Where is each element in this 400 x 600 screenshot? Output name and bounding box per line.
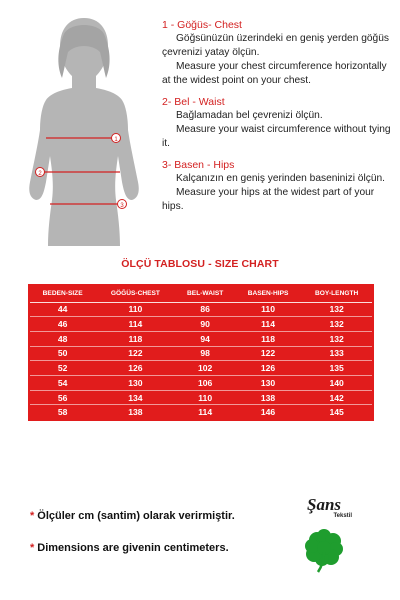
silhouette-icon <box>20 14 148 246</box>
marker-1-label: 1 <box>114 137 118 143</box>
table-cell: 114 <box>198 407 213 418</box>
size-chart <box>28 284 374 421</box>
hips-text-tr: Kalçanızın en geniş yerinden baseninizi ölçün. <box>176 173 385 184</box>
table-cell: 138 <box>235 390 301 405</box>
table-cell: 133 <box>301 346 372 361</box>
waist-title: 2- Bel - Waist <box>162 96 225 108</box>
table-cell: 134 <box>95 390 175 405</box>
table-cell: 110 <box>176 390 235 405</box>
table-cell: 48 <box>30 331 95 346</box>
size-table <box>30 286 372 419</box>
table-header-cell: BEDEN-SIZE <box>30 286 95 302</box>
measurement-instructions <box>162 18 396 221</box>
table-cell: 146 <box>260 407 276 418</box>
waist-text-tr: Bağlamadan bel çevrenizi ölçün. <box>176 110 323 121</box>
marker-2-label: 2 <box>38 171 42 177</box>
table-body <box>30 302 372 419</box>
table-row <box>30 361 372 376</box>
table-cell: 114 <box>235 317 301 332</box>
note-turkish-text: Ölçüler cm (santim) olarak verirmiştir. <box>37 510 235 522</box>
waist-text-en: Measure your waist circumference without tying it. <box>162 124 391 149</box>
table-cell: 46 <box>30 317 95 332</box>
table-cell: 142 <box>301 390 372 405</box>
note-english <box>30 542 229 554</box>
chest-title: 1 - Göğüs- Chest <box>162 19 242 31</box>
table-header-cell: BASEN-HIPS <box>235 286 301 302</box>
table-cell: 56 <box>30 390 95 405</box>
table-cell: 54 <box>30 376 95 391</box>
table-row <box>30 390 372 405</box>
hips-section <box>162 158 396 214</box>
brand-name: Şans <box>306 495 342 514</box>
table-cell: 126 <box>235 361 301 376</box>
table-cell: 132 <box>301 331 372 346</box>
table-cell: 138 <box>128 407 143 418</box>
table-header-cell: BEL-WAIST <box>176 286 235 302</box>
marker-3-label: 3 <box>120 203 124 209</box>
table-header-cell: GÖĞÜS-CHEST <box>95 286 175 302</box>
table-cell: 110 <box>235 302 301 317</box>
table-cell: 90 <box>176 317 235 332</box>
note-star: * <box>30 510 35 522</box>
table-row <box>30 376 372 391</box>
table-cell: 58 <box>57 407 68 418</box>
chest-text-tr: Göğsünüzün üzerindeki en geniş yerden göğüs çevrenizi yatay ölçün. <box>162 33 389 58</box>
brand-logo <box>292 496 356 519</box>
table-cell: 110 <box>95 302 175 317</box>
table-cell: 94 <box>176 331 235 346</box>
brand-subtitle: Tekstil <box>333 513 352 519</box>
chest-section <box>162 18 396 88</box>
note-english-text: Dimensions are givenin centimeters. <box>37 542 229 554</box>
table-cell: 52 <box>30 361 95 376</box>
chest-text-en: Measure your chest circumference horizontally at the widest point on your chest. <box>162 61 387 86</box>
table-cell: 86 <box>176 302 235 317</box>
table-cell: 114 <box>95 317 175 332</box>
size-chart-title: ÖLÇÜ TABLOSU - SIZE CHART <box>121 258 279 270</box>
note-star: * <box>30 542 35 554</box>
hips-text-en: Measure your hips at the widest part of your hips. <box>162 187 375 212</box>
waist-section <box>162 95 396 151</box>
table-header-row <box>30 286 372 302</box>
table-cell: 130 <box>235 376 301 391</box>
table-cell: 122 <box>95 346 175 361</box>
table-row <box>30 317 372 332</box>
table-cell: 145 <box>329 407 344 418</box>
table-cell: 118 <box>95 331 175 346</box>
table-cell: 102 <box>176 361 235 376</box>
four-leaf-clover-icon <box>300 526 348 574</box>
table-row <box>30 302 372 317</box>
table-cell: 140 <box>301 376 372 391</box>
note-turkish <box>30 510 235 522</box>
table-cell: 106 <box>176 376 235 391</box>
table-row <box>30 405 372 419</box>
table-cell: 132 <box>301 302 372 317</box>
table-cell: 130 <box>95 376 175 391</box>
hips-title: 3- Basen - Hips <box>162 159 235 171</box>
table-cell: 98 <box>176 346 235 361</box>
table-cell: 126 <box>95 361 175 376</box>
table-cell: 135 <box>301 361 372 376</box>
table-cell: 50 <box>30 346 95 361</box>
body-silhouette <box>20 14 148 246</box>
table-cell: 122 <box>235 346 301 361</box>
table-cell: 118 <box>235 331 301 346</box>
table-header-cell: BOY-LENGTH <box>301 286 372 302</box>
table-cell: 44 <box>30 302 95 317</box>
table-row <box>30 331 372 346</box>
table-row <box>30 346 372 361</box>
table-cell: 132 <box>301 317 372 332</box>
